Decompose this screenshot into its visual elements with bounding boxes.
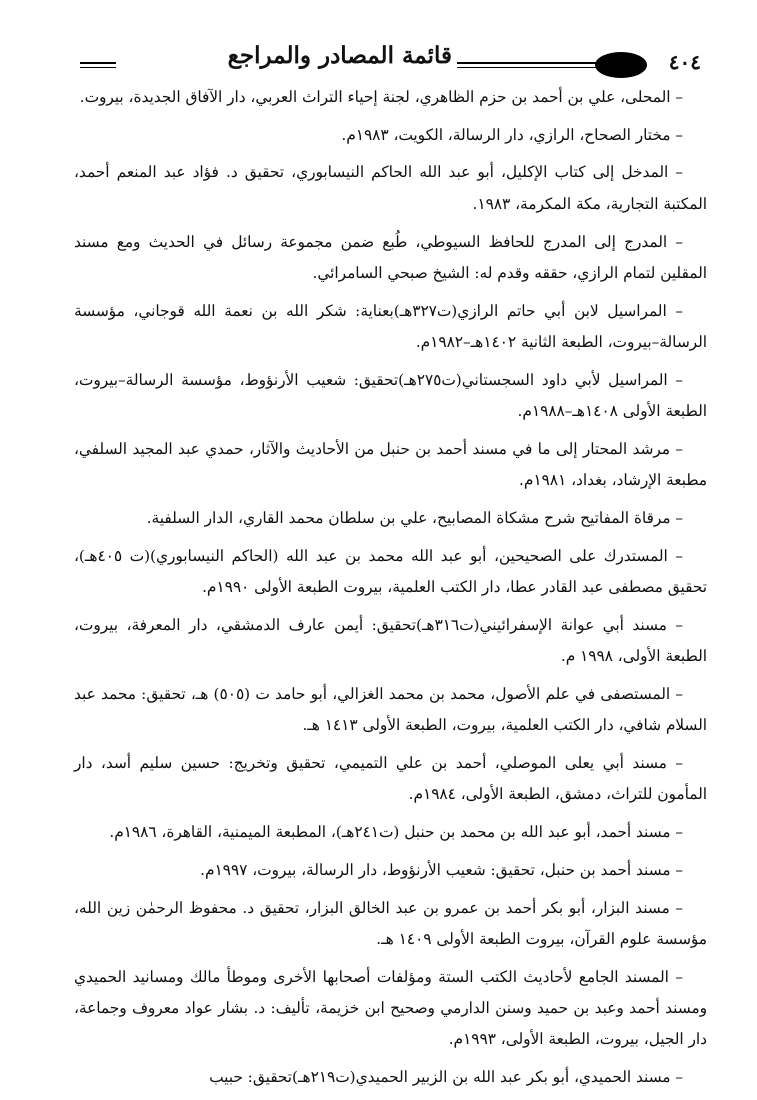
bibliography-entry: – المراسيل لأبي داود السجستاني(ت٢٧٥هـ)تحقيق: شعيب الأرنؤوط، مؤسسة الرسالة–بيروت، الطبعة الأولى ١٤٠٨هـ–١٩٨٨م. xyxy=(74,370,707,421)
bibliography-entry: – المحلى، علي بن أحمد بن حزم الظاهري، لجنة إحياء التراث العربي، دار الآفاق الجديدة، بيروت. xyxy=(79,88,683,106)
bibliography-entry: – مسند أبي يعلى الموصلي، أحمد بن علي التميمي، تحقيق وتخريج: حسين سليم أسد، دار المأمون للتراث، دمشق، الطبعة الأولى، ١٩٨٤م. xyxy=(74,753,707,804)
page-header xyxy=(70,38,707,88)
header-rule-short xyxy=(80,62,116,68)
bibliography-entry: – مسند أحمد، أبو عبد الله بن محمد بن حنبل (ت٢٤١هـ)، المطبعة الميمنية، القاهرة، ١٩٨٦م. xyxy=(109,823,683,842)
bibliography-entry: – المستدرك على الصحيحين، أبو عبد الله محمد بن عبد الله (الحاكم النيسابوري)(ت ٤٠٥هـ)، تحقيق مصطفى عبد القادر عطا، دار الكتب العلمية، بيروت الطبعة الأولى ١٩٩٠م. xyxy=(74,546,707,597)
header-ornament xyxy=(595,52,647,78)
bibliography-entry: – مسند البزار، أبو بكر أحمد بن عمرو بن عبد الخالق البزار، تحقيق د. محفوظ الرحمٰن زين الله، مؤسسة علوم القرآن، بيروت الطبعة الأولى ١٤٠٩ هـ. xyxy=(74,898,707,948)
bibliography-list xyxy=(74,82,707,1100)
bibliography-entry: – مسند أحمد بن حنبل، تحقيق: شعيب الأرنؤوط، دار الرسالة، بيروت، ١٩٩٧م. xyxy=(200,860,683,879)
bibliography-entry: – المسند الجامع لأحاديث الكتب الستة ومؤلفات أصحابها الأخرى وموطأ مالك ومسانيد الحميدي ومسند أحمد وعبد بن حميد وسنن الدارمي وصحيح ابن خزيمة، تأليف: د. بشار عواد معروف وجماعة، دار الجيل، بيروت، الطبعة الأولى، ١٩٩٣م. xyxy=(74,967,707,1049)
page-number: ٤٠٤ xyxy=(668,50,701,74)
bibliography-entry: – المراسيل لابن أبي حاتم الرازي(ت٣٢٧هـ)بعناية: شكر الله بن نعمة الله قوجاني، مؤسسة الرسالة–بيروت، الطبعة الثانية ١٤٠٢هـ–١٩٨٢م. xyxy=(74,301,707,352)
bibliography-entry: – مسند أبي عوانة الإسفرائيني(ت٣١٦هـ)تحقيق: أيمن عارف الدمشقي، دار المعرفة، بيروت، الطبعة الأولى، ١٩٩٨ م. xyxy=(74,615,707,666)
header-rule-long xyxy=(457,62,597,68)
bibliography-entry: – المدرج إلى المدرج للحافظ السيوطي، طُبع ضمن مجموعة رسائل في الحديث ومع مسند المقلين لتمام الرازي، حققه وقدم له: الشيخ صبحي السامرائي. xyxy=(74,232,707,282)
bibliography-entry: – مسند الحميدي، أبو بكر عبد الله بن الزبير الحميدي(ت٢١٩هـ)تحقيق: حبيب xyxy=(209,1068,683,1087)
bibliography-entry: – مرشد المحتار إلى ما في مسند أحمد بن حنبل من الأحاديث والآثار، حمدي عبد المجيد السلفي، مطبعة الإرشاد، بغداد، ١٩٨١م. xyxy=(74,439,707,490)
bibliography-entry: – المستصفى في علم الأصول، محمد بن محمد الغزالي، أبو حامد ت (٥٠٥) هـ، تحقيق: محمد عبد السلام شافي، دار الكتب العلمية، بيروت، الطبعة الأولى ١٤١٣ هـ. xyxy=(74,684,707,735)
bibliography-entry: – مرقاة المفاتيح شرح مشكاة المصابيح، علي بن سلطان محمد القاري، الدار السلفية. xyxy=(146,508,683,527)
running-header-title: قائمة المصادر والمراجع xyxy=(227,42,452,69)
bibliography-entry: – مختار الصحاح، الرازي، دار الرسالة، الكويت، ١٩٨٣م. xyxy=(341,125,683,144)
bibliography-entry: – المدخل إلى كتاب الإكليل، أبو عبد الله الحاكم النيسابوري، تحقيق د. فؤاد عبد المنعم أحمد، المكتبة التجارية، مكة المكرمة، ١٩٨٣. xyxy=(74,163,707,213)
